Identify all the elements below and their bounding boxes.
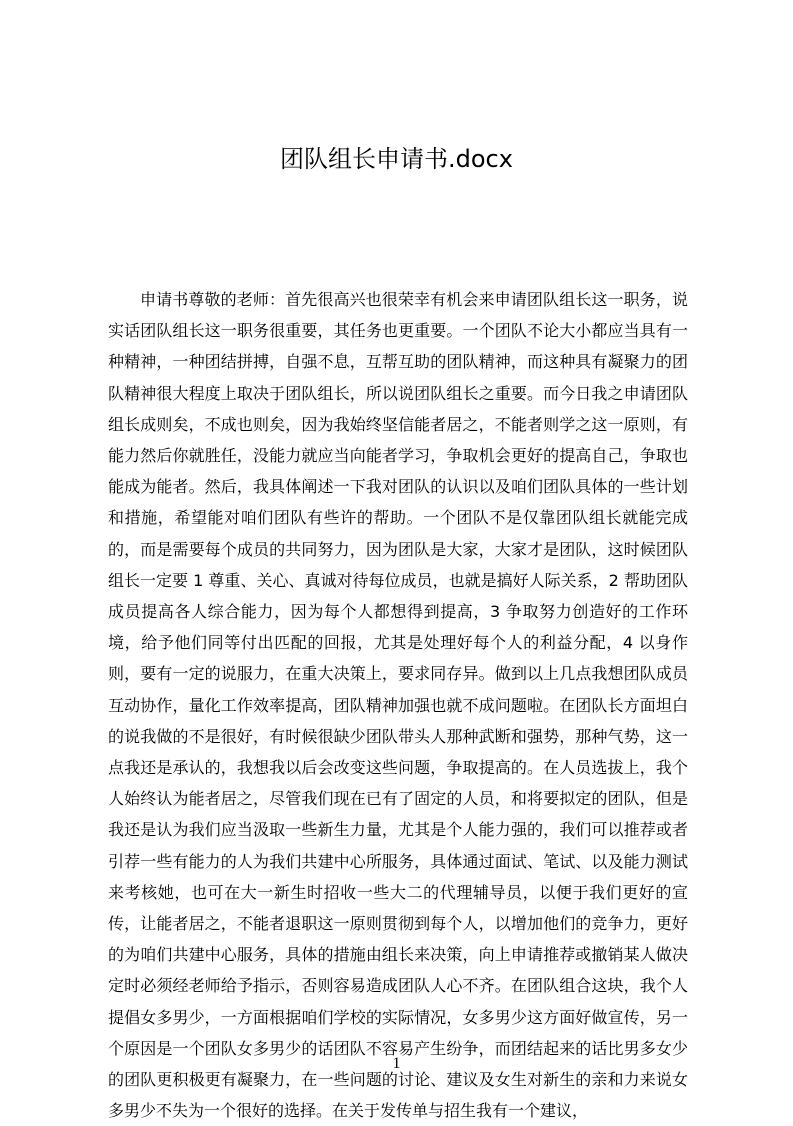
document-title: 团队组长申请书.docx <box>280 145 513 173</box>
page-number: 1 <box>392 1055 401 1072</box>
body-paragraph: 申请书尊敬的老师：首先很高兴也很荣幸有机会来申请团队组长这一职务，说实话团队组长这一职务很重要，其任务也更重要。一个团队不论大小都应当具有一种精神，一种团结拼搏，自强不息，互帮互助的团队精神，而这种具有凝聚力的团队精神很大程度上取决于团队组长，所以说团队组长之重要。而今日我之申请团队组长成则矣，不成也则矣，因为我始终坚信能者居之，不能者则学之这一原则，有能力然后你就胜任，没能力就应当向能者学习，争取机会更好的提高自己，争取也能成为能者。然后，我具体阐述一下我对团队的认识以及咱们团队具体的一些计划和措施，希望能对咱们团队有些许的帮助。一个团队不是仅靠团队组长就能完成的，而是需要每个成员的共同努力，因为团队是大家，大家才是团队，这时候团队组长一定要 1 尊重、关心、真诚对待每位成员，也就是搞好人际关系，2 帮助团队成员提高各人综合能力，因为每个人都想得到提高，3 争取努力创造好的工作环境，给予他们同等付出匹配的回报，尤其是处理好每个人的利益分配，4 以身作则，要有一定的说服力，在重大决策上，要求同存异。做到以上几点我想团队成员互动协作，量化工作效率提高，团队精神加强也就不成问题啦。在团队长方面坦白的说我做的不是很好，有时候很缺少团队带头人那种武断和强势，那种气势，这一点我还是承认的，我想我以后会改变这些问题，争取提高的。在人员选拔上，我个人始终认为能者居之，尽管我们现在已有了固定的人员，和将要拟定的团队，但是我还是认为我们应当汲取一些新生力量，尤其是个人能力强的，我们可以推荐或者引荐一些有能力的人为我们共建中心所服务，具体通过面试、笔试、以及能力测试来考核她，也可在大一新生时招收一些大二的代理辅导员，以便于我们更好的宣传，让能者居之，不能者退职这一原则贯彻到每个人，以增加他们的竞争力，更好的为咱们共建中心服务，具体的措施由组长来决策，向上申请推荐或撤销某人做决定时必须经老师给予指示，否则容易造成团队人心不齐。在团队组合这块，我个人提倡女多男少，一方面根据咱们学校的实际情况，女多男少这方面好做宣传，另一个原因是一个团队女多男少的话团队不容易产生纷争，而团结起来的话比男多女少的团队更积极更有凝聚力，在一些问题的讨论、建议及女生对新生的亲和力来说女多男少不失为一个很好的选择。在关于发传单与招生我有一个建议， <box>108 290 688 1121</box>
